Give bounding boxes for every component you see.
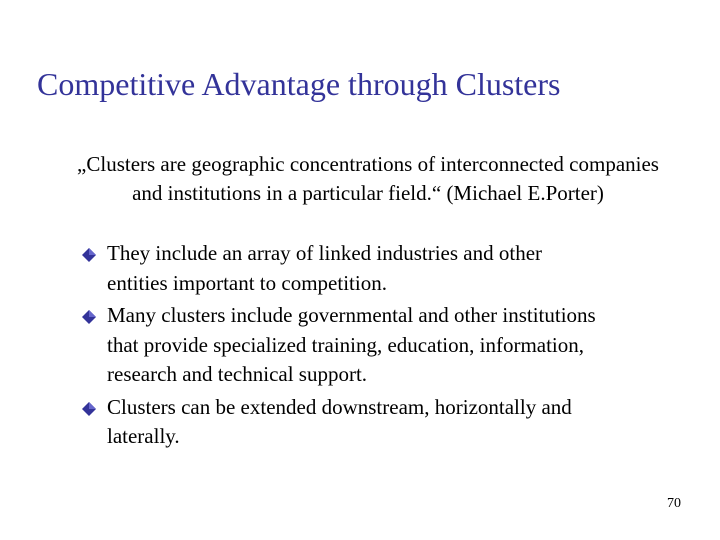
bullet-list [82, 239, 682, 455]
bullet-text [107, 301, 682, 390]
bullet-item [82, 393, 682, 452]
bullet-text [107, 393, 682, 452]
bullet-item [82, 239, 682, 298]
quote-line: and institutions in a particular field.“ (Michael E.Porter) [132, 181, 604, 205]
quote-line: „Clusters are geographic concentrations of interconnected companies [77, 152, 659, 176]
bullet-item [82, 301, 682, 390]
bullet-line: Clusters can be extended downstream, horizontally and [107, 394, 572, 419]
bullet-line: research and technical support. [107, 362, 368, 386]
bullet-text [107, 239, 682, 298]
bullet-line: entities important to competition. [107, 270, 387, 295]
page-number: 70 [667, 496, 681, 511]
porter-quote [38, 150, 698, 208]
bullet-line: Many clusters include governmental and other institutions [107, 303, 596, 327]
bullet-line: They include an array of linked industries and other [107, 241, 543, 265]
bullet-line: laterally. [107, 424, 180, 448]
bullet-line: that provide specialized training, education, information, [107, 332, 585, 357]
diamond-bullet-icon [82, 310, 96, 324]
slide-title: Competitive Advantage through Clusters [37, 66, 561, 102]
diamond-bullet-icon [82, 248, 96, 262]
diamond-bullet-icon [82, 402, 96, 416]
